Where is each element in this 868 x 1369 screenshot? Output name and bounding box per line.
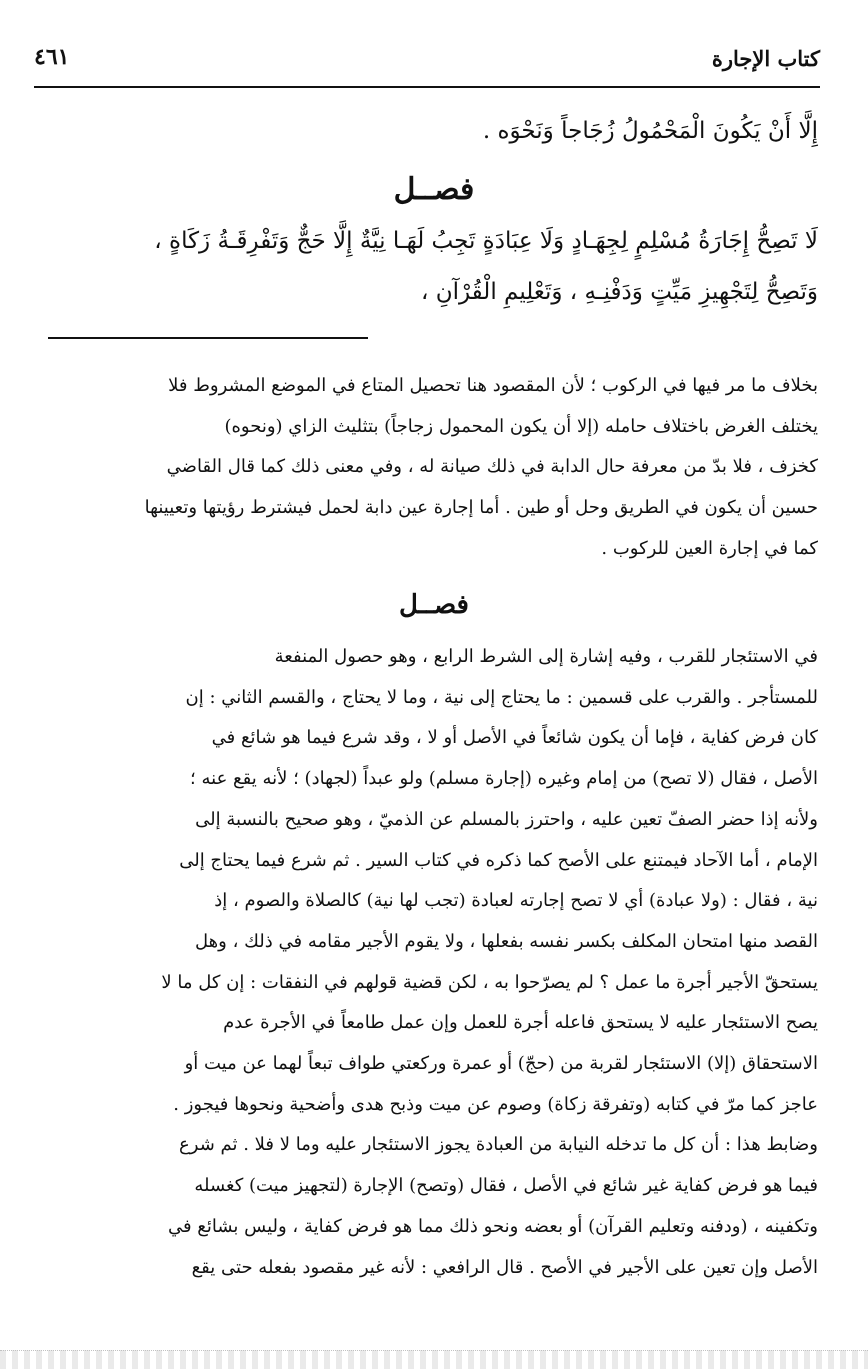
section-heading: فصــل [393,172,475,207]
text-line: فيما هو فرض كفاية غير شائع في الأصل ، فقال (وتصح) الإجارة (لتجهيز ميت) كغسله [194,1175,818,1197]
page-number: ٤٦١ [34,44,70,70]
text-line: بخلاف ما مر فيها في الركوب ؛ لأن المقصود هنا تحصيل المتاع في الموضع المشروط فلا [168,375,818,396]
text-line: القصد منها امتحان المكلف بكسر نفسه بفعلها ، ولا يقوم الأجير مقامه في ذلك ، وهل [195,930,818,952]
text-line: كخزف ، فلا بدّ من معرفة حال الدابة في ذلك صيانة له ، وفي معنى ذلك كما قال القاضي [166,456,818,478]
text-line: الإمام ، أما الآحاد فيمتنع على الأصح كما ذكره في كتاب السير . ثم شرع فيما يحتاج إلى [179,849,818,871]
text-line: نية ، فقال : (ولا عبادة) أي لا تصح إجارته لعبادة (تجب لها نية) كالصلاة والصوم ، إذ [214,890,818,912]
text-line: الأصل ، فقال (لا تصح) من إمام وغيره (إجارة مسلم) ولو عبداً (لجهاد) ؛ لأنه يقع عنه ؛ [190,768,818,790]
text-line: وتكفينه ، (ودفنه وتعليم القرآن) أو بعضه ونحو ذلك مما هو فرض كفاية ، وليس بشائع في [167,1215,818,1237]
matn-commentary-divider [48,337,368,339]
text-line: حسين أن يكون في الطريق وحل أو طين . أما إجارة عين دابة لحمل فيشترط رؤيتها وتعيينها [144,497,818,519]
text-line: عاجز كما مرّ في كتابه (وتفرقة زكاة) وصوم عن ميت وذبح هدى وأضحية ونحوها فيجوز . [173,1093,818,1115]
section-heading-2: فصــل [399,590,469,620]
commentary-paragraph-2 [48,637,818,1288]
text-line: وضابط هذا : أن كل ما تدخله النيابة من العبادة يجوز الاستئجار عليه وما لا فلا . ثم شرع [179,1134,818,1156]
text-line: يستحقّ الأجير أجرة ما عمل ؟ لم يصرّحوا به ، لكن قضية قولهم في النفقات : إن كل ما لا [161,971,818,993]
text-line: كان فرض كفاية ، فإما أن يكون شائعاً في الأصل أو لا ، وقد شرع فيما هو شائع في [211,727,818,749]
text-line: ولأنه إذا حضر الصفّ تعين عليه ، واحترز بالمسلم عن الذميّ ، وهو صحيح بالنسبة إلى [195,808,818,830]
text-line: في الاستئجار للقرب ، وفيه إشارة إلى الشرط الرابع ، وهو حصول المنفعة [274,646,818,667]
chapter-title: كتاب الإجارة [711,46,820,71]
text-line: للمستأجر . والقرب على قسمين : ما يحتاج إلى نية ، وما لا يحتاج ، والقسم الثاني : إن [185,686,818,708]
text-line: يختلف الغرض باختلاف حامله (إلا أن يكون المحمول زجاجاً) بتثليث الزاي (ونحوه) [224,415,818,437]
text-line: الاستحقاق (إلا) الاستئجار لقربة من (حجّ) أو عمرة وركعتي طواف تبعاً لهما عن ميت أو [184,1053,818,1075]
matn-line-3: وَتَصِحُّ لِتَجْهِيزِ مَيِّتٍ وَدَفْنِـهِ ، وَتَعْلِيمِ الْقُرْآنِ ، [420,279,818,305]
text-line: يصح الاستئجار عليه لا يستحق فاعله أجرة للعمل وإن عمل طامعاً في الأجرة عدم [223,1012,818,1034]
text-line: كما في إجارة العين للركوب . [601,537,818,559]
matn-line-1: إِلَّا أَنْ يَكُونَ الْمَحْمُولُ زُجَاجاً وَنَحْوَه . [482,118,818,144]
commentary-paragraph-1 [48,366,818,570]
matn-line-2: لَا تَصِحُّ إِجَارَةُ مُسْلِمٍ لِجِهَـادٍ وَلَا عِبَادَةٍ تَجِبُ لَهَـا نِيَّةٌ إِلَّا حَجٌّ وَتَفْرِقَـةُ زَكَاةٍ ، [154,228,818,254]
bottom-ornament-border [0,1350,868,1369]
text-line: الأصل وإن تعين على الأجير في الأصح . قال الرافعي : لأنه غير مقصود بفعله حتى يقع [191,1256,818,1278]
page-header [34,42,820,88]
